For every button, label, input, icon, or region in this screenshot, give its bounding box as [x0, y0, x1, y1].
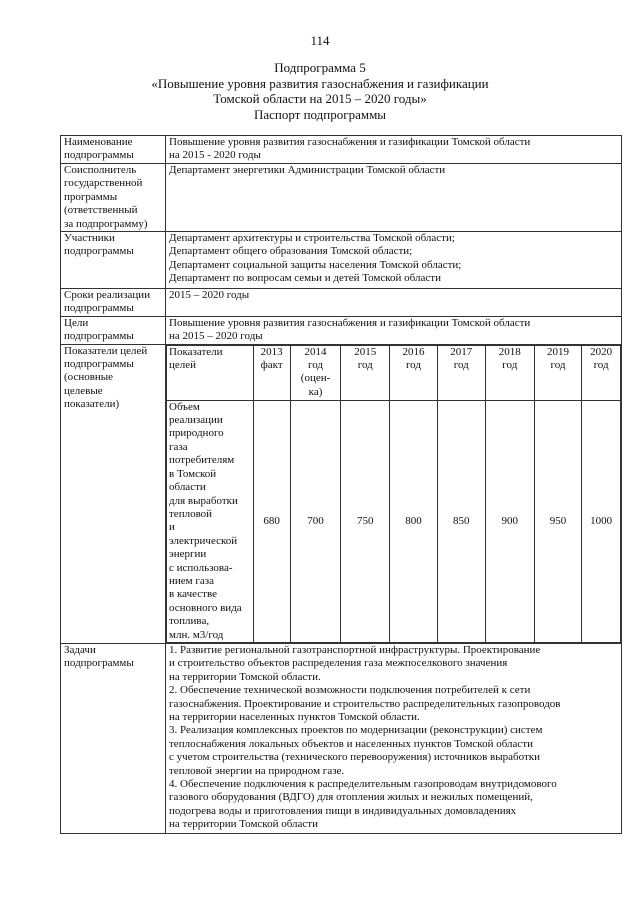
value-2015: 750	[341, 400, 390, 642]
text-line: ка)	[308, 385, 323, 398]
row-label	[61, 164, 166, 232]
year-header-2013	[253, 345, 290, 400]
text-line: реализации	[169, 414, 223, 427]
text-line: и	[169, 521, 175, 534]
text-line: топлива,	[169, 615, 210, 628]
text-line: Департамент общего образования Томской области;	[169, 245, 413, 258]
value-2019: 950	[534, 400, 581, 642]
text-line: энергии	[169, 548, 207, 561]
text-line: в качестве	[169, 588, 217, 601]
row-name	[61, 136, 622, 164]
text-line: целевые	[64, 384, 103, 397]
text-line: на 2015 - 2020 годы	[169, 149, 261, 162]
text-line: Паспорт подпрограммы	[253, 106, 387, 122]
text-line: подпрограммы	[64, 302, 134, 315]
text-line: год	[502, 359, 518, 372]
row-value	[166, 164, 622, 232]
value-2013: 680	[253, 400, 290, 642]
text-line: Томской области на 2015 – 2020 годы»	[213, 91, 427, 106]
text-line: Участники	[64, 232, 115, 245]
row-label	[61, 316, 166, 344]
text-line: 2016	[402, 345, 425, 358]
text-line: 4. Обеспечение подключения к распределительным газопроводам внутридомового	[169, 778, 557, 791]
row-value	[166, 136, 622, 164]
text-line: для выработки	[169, 494, 238, 507]
text-line: газа	[169, 440, 188, 453]
text-line: подпрограммы	[64, 358, 134, 371]
row-label	[61, 643, 166, 833]
year-header-2018	[485, 345, 534, 400]
text-line: с использова-	[169, 561, 233, 574]
value-2017: 850	[437, 400, 485, 642]
text-line: подпрограммы	[64, 657, 134, 670]
value-2020: 1000	[582, 400, 621, 642]
page-number: 114	[310, 33, 330, 48]
row-value	[166, 289, 622, 317]
text-line: год	[308, 359, 324, 372]
row-goals	[61, 316, 622, 344]
text-line: (ответственный	[64, 204, 138, 217]
text-line: основного вида	[169, 601, 242, 614]
text-line: потребителям	[169, 454, 235, 467]
text-line: Объем	[169, 400, 200, 413]
year-header-2014	[290, 345, 341, 400]
text-line: Департамент по вопросам семьи и детей Томской области	[169, 272, 441, 285]
row-indicators	[61, 344, 622, 643]
indicators-cell	[166, 344, 622, 643]
row-participants	[61, 232, 622, 289]
year-header-2017	[437, 345, 485, 400]
row-value	[166, 316, 622, 344]
text-line: 2014	[304, 345, 327, 358]
text-line: 2019	[546, 345, 569, 358]
row-label	[61, 136, 166, 164]
text-line: 2017	[450, 345, 473, 358]
text-line: за подпрограмму)	[64, 217, 148, 230]
text-line: тепловой	[169, 507, 213, 520]
text-line: подпрограммы	[64, 330, 134, 343]
row-terms	[61, 289, 622, 317]
text-line: (оцен-	[300, 372, 331, 385]
row-label	[61, 289, 166, 317]
text-line: год	[453, 359, 469, 372]
row-tasks	[61, 643, 622, 833]
row-value	[166, 232, 622, 289]
text-line: в Томской	[169, 467, 217, 480]
text-line: 2015	[354, 345, 377, 358]
text-line: 2013	[260, 345, 283, 358]
text-line: газоснабжения. Проектирование и строительство распределительных газопроводов	[169, 697, 561, 710]
text-line: факт	[260, 359, 283, 372]
text-line: подогрева воды и приготовления пищи в индивидуальных домовладениях	[169, 804, 517, 817]
text-line: Цели	[64, 316, 89, 329]
text-line: Задачи	[64, 643, 96, 656]
passport-table	[60, 135, 622, 834]
year-header-2016	[390, 345, 437, 400]
text-line: газового оборудования (ВДГО) для отопления жилых и нежилых помещений,	[169, 791, 533, 804]
row-label	[61, 344, 166, 643]
indicators-table	[166, 345, 621, 643]
text-line: на территории Томской области	[169, 818, 318, 831]
row-label	[61, 232, 166, 289]
text-line: природного	[169, 427, 224, 440]
text-line: 2018	[498, 345, 521, 358]
row-value	[166, 643, 622, 833]
text-line: год	[357, 359, 373, 372]
text-line: и строительство объектов распределения газа межпоселкового значения	[169, 657, 508, 670]
text-line: год	[550, 359, 566, 372]
text-line: тепловой энергии на природном газе.	[169, 764, 345, 777]
text-line: подпрограммы	[64, 245, 134, 258]
text-line: государственной	[64, 177, 143, 190]
value-2016: 800	[390, 400, 437, 642]
year-header-2015	[341, 345, 390, 400]
row-coexecutor	[61, 164, 622, 232]
text-line: 1. Развитие региональной газотранспортной инфраструктуры. Проектирование	[169, 643, 541, 656]
text-line: электрической	[169, 534, 238, 547]
document-title	[0, 60, 640, 122]
text-line: Повышение уровня развития газоснабжения и газификации Томской области	[169, 136, 531, 148]
year-header-2020	[582, 345, 621, 400]
value-2018: 900	[485, 400, 534, 642]
text-line: Показатели	[169, 345, 223, 358]
text-line: «Повышение уровня развития газоснабжения и газификации	[151, 75, 489, 91]
text-line: нием газа	[169, 574, 214, 587]
text-line: 2015 – 2020 годы	[169, 289, 250, 302]
text-line: целей	[169, 359, 197, 372]
text-line: год	[593, 359, 609, 372]
text-line: год	[405, 359, 421, 372]
text-line: показатели)	[64, 398, 120, 411]
text-line: теплоснабжения локальных объектов и населенных пунктов Томской области	[169, 737, 533, 750]
text-line: Повышение уровня развития газоснабжения и газификации Томской области	[169, 316, 531, 329]
text-line: Департамент энергетики Администрации Томской области	[169, 164, 446, 176]
text-line: млн. м3/год	[169, 628, 224, 641]
text-line: Департамент социальной защиты населения Томской области;	[169, 258, 462, 271]
indicators-header-row	[167, 345, 621, 400]
text-line: 2020	[590, 345, 613, 358]
text-line: Подпрограмма 5	[274, 60, 366, 75]
text-line: Соисполнитель	[64, 164, 137, 176]
text-line: Сроки реализации	[64, 289, 151, 302]
text-line: на территории Томской области.	[169, 670, 321, 683]
header-indicator-name	[167, 345, 254, 400]
text-line: Департамент архитектуры и строительства Томской области;	[169, 232, 455, 245]
text-line: подпрограммы	[64, 149, 134, 162]
text-line: с учетом строительства (технического перевооружения) источников выработки	[169, 751, 541, 764]
indicators-value-row	[167, 400, 621, 642]
indicator-name	[167, 400, 254, 642]
value-2014: 700	[290, 400, 341, 642]
text-line: 2. Обеспечение технической возможности подключения потребителей к сети	[169, 684, 531, 697]
text-line: (основные	[64, 371, 114, 384]
text-line: области	[169, 481, 206, 494]
year-header-2019	[534, 345, 581, 400]
text-line: 3. Реализация комплексных проектов по модернизации (реконструкции) систем	[169, 724, 543, 737]
text-line: на территории населенных пунктов Томской области.	[169, 711, 420, 723]
text-line: Показатели целей	[64, 344, 148, 357]
text-line: Наименование	[64, 136, 133, 148]
text-line: программы	[64, 190, 118, 203]
text-line: на 2015 – 2020 годы	[169, 330, 263, 343]
